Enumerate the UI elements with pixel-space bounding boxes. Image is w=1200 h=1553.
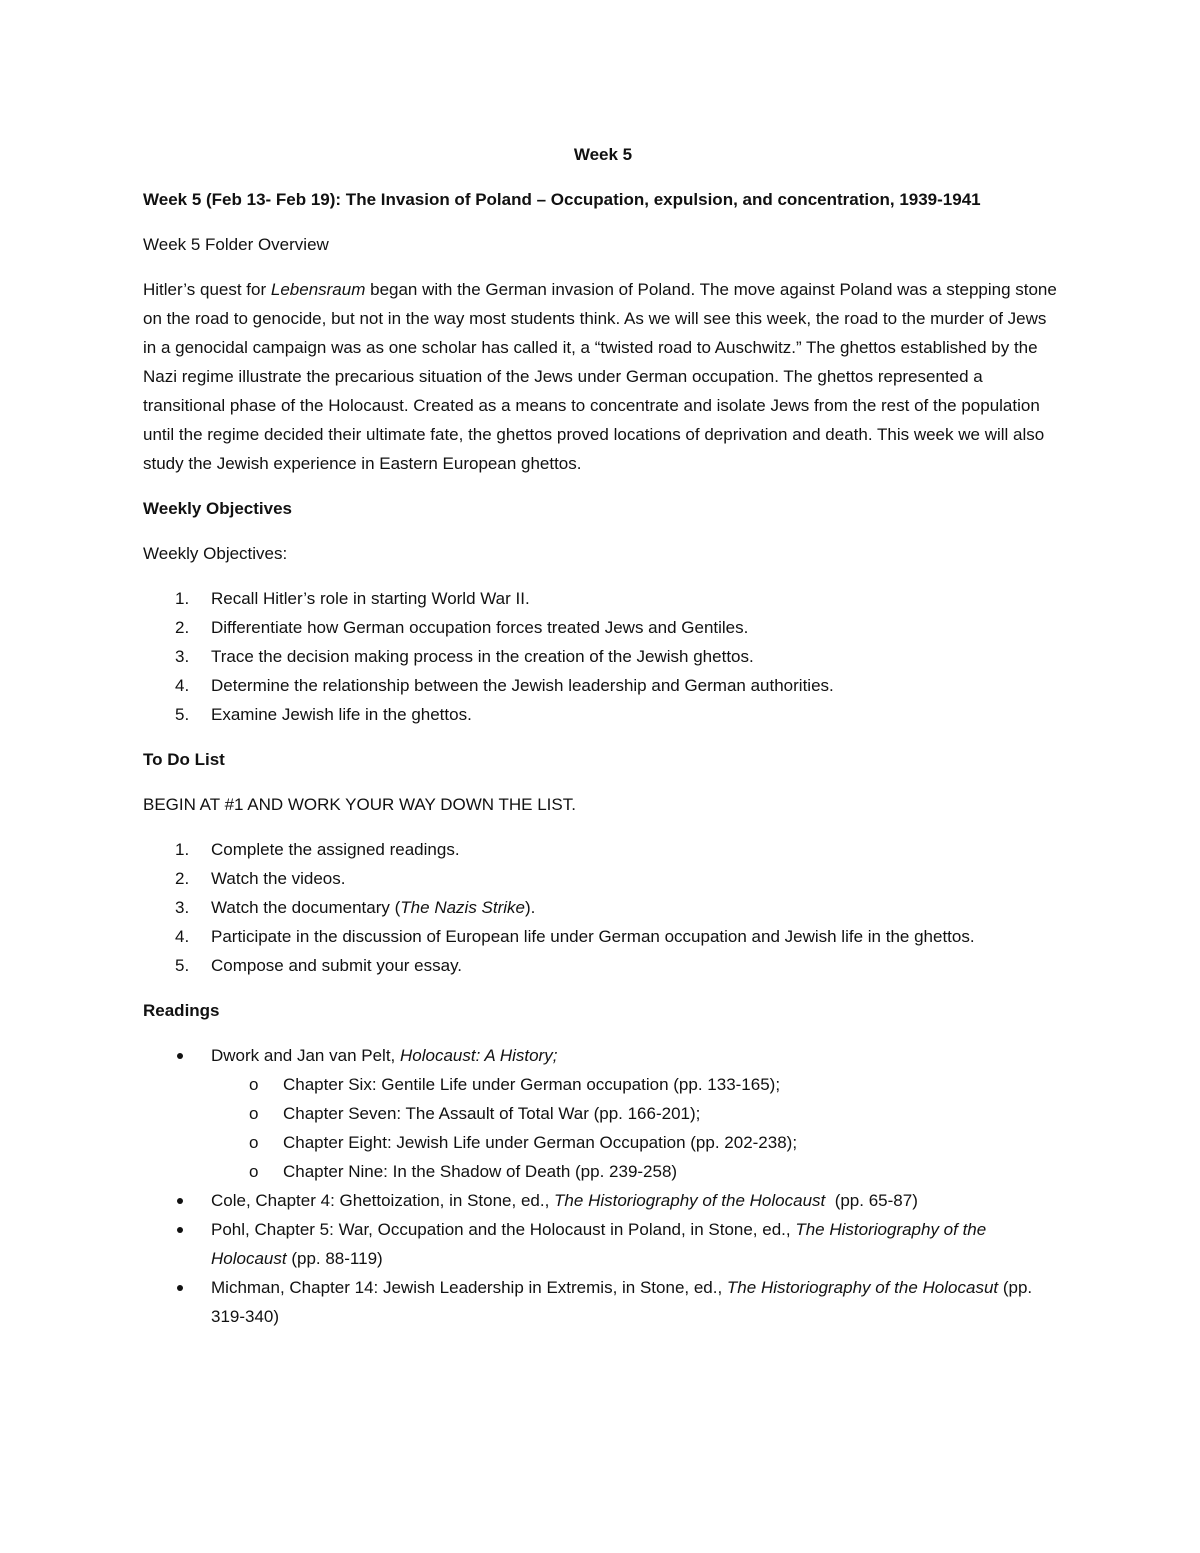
circle-bullet-icon: o	[249, 1133, 259, 1152]
reading-citation: Dwork and Jan van Pelt,	[211, 1046, 400, 1065]
list-item	[143, 951, 1063, 980]
list-item	[143, 893, 1063, 922]
documentary-title: The Nazis Strike	[400, 898, 525, 917]
circle-bullet-icon: o	[249, 1075, 259, 1094]
bullet-icon	[177, 1198, 183, 1204]
lebensraum-term: Lebensraum	[270, 280, 366, 299]
bullet-icon	[177, 1053, 183, 1059]
item-number: 5.	[175, 705, 190, 724]
item-text: Watch the documentary (	[211, 898, 401, 917]
list-item	[143, 613, 1063, 642]
chapter-text: Chapter Nine: In the Shadow of Death (pp. 239-258)	[283, 1162, 678, 1181]
item-text: Compose and submit your essay.	[211, 956, 463, 975]
book-title: Holocaust: A History;	[399, 1046, 558, 1065]
objectives-label: Weekly Objectives:	[143, 544, 288, 563]
todo-heading: To Do List	[143, 750, 225, 769]
item-text: Determine the relationship between the Jewish leadership and German authorities.	[211, 676, 834, 695]
chapter-list	[211, 1070, 1063, 1186]
reading-item	[143, 1215, 1063, 1273]
objectives-heading: Weekly Objectives	[143, 499, 292, 518]
overview-paragraph	[143, 275, 1063, 478]
page-title: Week 5	[573, 145, 633, 164]
reading-item	[143, 1273, 1063, 1331]
list-item	[143, 922, 1063, 951]
document-page	[143, 140, 1063, 1331]
bullet-icon	[177, 1227, 183, 1233]
list-item	[143, 642, 1063, 671]
item-number: 4.	[175, 676, 190, 695]
item-text: Complete the assigned readings.	[211, 840, 460, 859]
page-range: (pp. 65-87)	[825, 1191, 918, 1210]
list-item	[143, 671, 1063, 700]
item-text: Recall Hitler’s role in starting World War II.	[211, 589, 530, 608]
chapter-text: Chapter Six: Gentile Life under German occupation (pp. 133-165);	[283, 1075, 781, 1094]
readings-heading: Readings	[143, 1001, 220, 1020]
overview-text-start: Hitler’s quest for	[143, 280, 271, 299]
list-item	[143, 835, 1063, 864]
readings-list	[143, 1041, 1063, 1331]
item-number: 4.	[175, 927, 190, 946]
page-range: (pp. 319-340)	[211, 1278, 1033, 1326]
chapter-item	[211, 1128, 1063, 1157]
circle-bullet-icon: o	[249, 1104, 259, 1123]
overview-text-rest: began with the German invasion of Poland. The move against Poland was a stepping stone on the road to genocide, but not in the way most students think. As we will see this week, the road to the murder of Jews in a genocidal campaign was as one scholar has called it, a “twisted road to Auschwitz.” The ghettos established by the Nazi regime illustrate the precarious situation of the Jews under German occupation. The ghettos represented a transitional phase of the Holocaust. Created as a means to concentrate and isolate Jews from the rest of the population until the regime decided their ultimate fate, the ghettos proved locations of deprivation and death. This week we will also study the Jewish experience in Eastern European ghettos.	[143, 280, 1057, 473]
item-text: Watch the videos.	[211, 869, 346, 888]
item-text: Differentiate how German occupation forces treated Jews and Gentiles.	[211, 618, 749, 637]
objectives-list	[143, 584, 1063, 729]
item-number: 2.	[175, 618, 190, 637]
book-title: The Historiography of the Holocaust	[211, 1220, 987, 1268]
bullet-icon	[177, 1285, 183, 1291]
reading-citation: Pohl, Chapter 5: War, Occupation and the Holocaust in Poland, in Stone, ed.,	[211, 1220, 796, 1239]
overview-label: Week 5 Folder Overview	[143, 235, 329, 254]
chapter-item	[211, 1099, 1063, 1128]
list-item	[143, 864, 1063, 893]
item-number: 1.	[175, 840, 190, 859]
reading-item	[143, 1041, 1063, 1186]
item-text: Examine Jewish life in the ghettos.	[211, 705, 472, 724]
item-number: 5.	[175, 956, 190, 975]
chapter-text: Chapter Seven: The Assault of Total War (pp. 166-201);	[283, 1104, 701, 1123]
chapter-text: Chapter Eight: Jewish Life under German Occupation (pp. 202-238);	[283, 1133, 798, 1152]
item-number: 3.	[175, 647, 190, 666]
page-range: (pp. 88-119)	[286, 1249, 383, 1268]
item-number: 1.	[175, 589, 190, 608]
reading-item	[143, 1186, 1063, 1215]
week-heading: Week 5 (Feb 13- Feb 19): The Invasion of Poland – Occupation, expulsion, and concentration, 1939-1941	[143, 190, 981, 209]
reading-citation: Cole, Chapter 4: Ghettoization, in Stone, ed.,	[211, 1191, 555, 1210]
circle-bullet-icon: o	[249, 1162, 259, 1181]
chapter-item	[211, 1157, 1063, 1186]
book-title: The Historiography of the Holocasut	[726, 1278, 999, 1297]
item-text: Trace the decision making process in the creation of the Jewish ghettos.	[211, 647, 754, 666]
item-number: 3.	[175, 898, 190, 917]
chapter-item	[211, 1070, 1063, 1099]
item-text-end: ).	[525, 898, 536, 917]
list-item	[143, 700, 1063, 729]
item-number: 2.	[175, 869, 190, 888]
list-item	[143, 584, 1063, 613]
todo-instruction: BEGIN AT #1 AND WORK YOUR WAY DOWN THE LIST.	[143, 795, 576, 814]
book-title: The Historiography of the Holocaust	[554, 1191, 826, 1210]
todo-list	[143, 835, 1063, 980]
reading-citation: Michman, Chapter 14: Jewish Leadership in Extremis, in Stone, ed.,	[211, 1278, 727, 1297]
item-text: Participate in the discussion of European life under German occupation and Jewish life in the ghettos.	[211, 927, 975, 946]
